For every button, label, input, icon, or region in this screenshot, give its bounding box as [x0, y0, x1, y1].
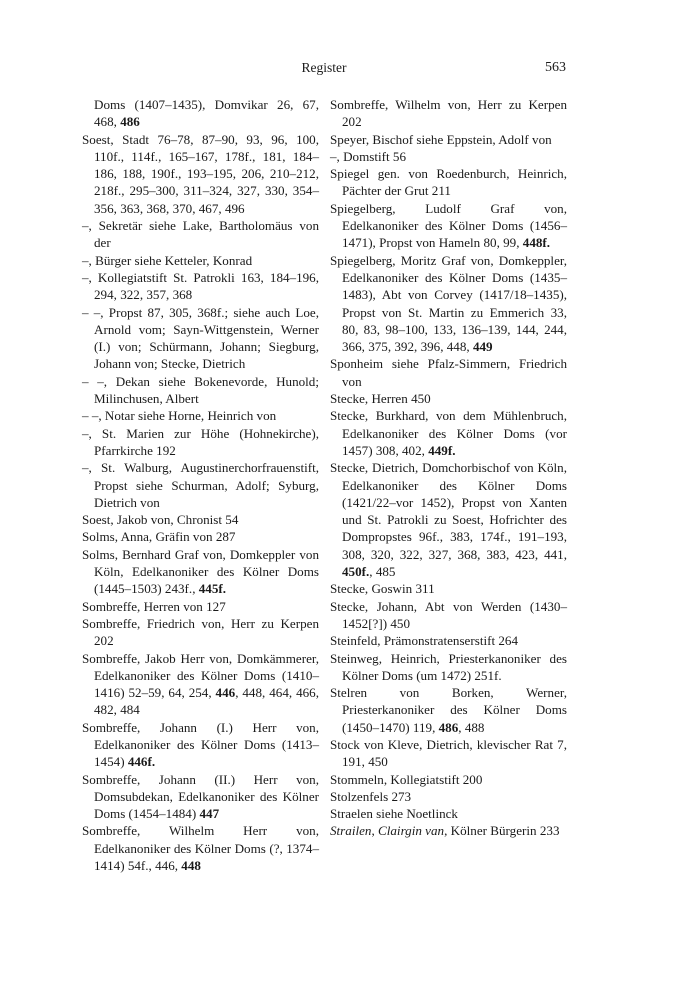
page-header	[82, 60, 566, 80]
index-entry: Stolzenfels 273	[330, 788, 412, 804]
index-entry: Stommeln, Kollegiatstift 200	[330, 771, 483, 787]
index-entry: Stelren von Borken, Werner, Priesterkanoniker des Kölner Doms (1450–1470) 119, 486, 488	[330, 685, 567, 735]
index-entry: –, St. Marien zur Höhe (Hohnekirche), Pfarrkirche 192	[82, 425, 319, 458]
index-entry: Stecke, Dietrich, Domchorbischof von Köln, Edelkanoniker des Kölner Doms (1421/22–vor 1452), Propst von Xanten und St. Patrokli zu Soest, Hofrichter des Dompropstes 96f., 383, 174f., 191–193, 308, 320, 322, 327, 368, 383, 423, 441, 450f., 485	[330, 460, 567, 580]
index-entry: Stock von Kleve, Dietrich, klevischer Rat 7, 191, 450	[330, 736, 567, 770]
index-column-left	[82, 96, 319, 874]
index-entry: Spiegel gen. von Roedenburch, Heinrich, Pächter der Grut 211	[330, 166, 567, 199]
index-entry: Sombreffe, Wilhelm von, Herr zu Kerpen 202	[330, 97, 567, 130]
page-number: 563	[545, 60, 566, 75]
index-entry: –, Bürger siehe Ketteler, Konrad	[82, 252, 253, 268]
index-entry: Steinweg, Heinrich, Priesterkanoniker des Kölner Doms (um 1472) 251f.	[330, 650, 567, 683]
index-entry: Sponheim siehe Pfalz-Simmern, Friedrich von	[330, 356, 567, 389]
index-entry: Stecke, Goswin 311	[330, 581, 435, 597]
index-entry: Sombreffe, Herren von 127	[82, 598, 226, 614]
index-entry: Solms, Bernhard Graf von, Domkeppler von Köln, Edelkanoniker des Kölner Doms (1445–1503) 243f., 445f.	[82, 546, 319, 597]
index-entry: –, Kollegiatstift St. Patrokli 163, 184–196, 294, 322, 357, 368	[82, 269, 319, 303]
index-column-right	[330, 96, 567, 840]
index-entry: Straelen siehe Noetlinck	[330, 806, 458, 822]
index-entry: Stecke, Johann, Abt von Werden (1430–1452[?]) 450	[330, 598, 567, 631]
index-entry-continuation: Doms (1407–1435), Domvikar 26, 67, 468, 486	[94, 97, 319, 130]
index-entry: Sombreffe, Johann (II.) Herr von, Domsubdekan, Edelkanoniker des Kölner Doms (1454–1484) 447	[82, 771, 319, 822]
index-entry: Soest, Jakob von, Chronist 54	[82, 512, 239, 528]
index-entry: Steinfeld, Prämonstratenserstift 264	[330, 633, 519, 649]
index-entry: Speyer, Bischof siehe Eppstein, Adolf von	[330, 131, 552, 147]
index-entry: –, St. Walburg, Augustinerchorfrauenstift, Propst siehe Schurman, Adolf; Syburg, Dietrich von	[82, 460, 319, 510]
running-title: Register	[301, 60, 347, 75]
index-entry: Strailen, Clairgin van, Kölner Bürgerin 233	[330, 823, 560, 839]
index-entry: Soest, Stadt 76–78, 87–90, 93, 96, 100, 110f., 114f., 165–167, 178f., 181, 184–186, 188, 190f., 193–195, 206, 210–212, 218f., 295–300, 311–324, 327, 330, 354–356, 363, 368, 370, 467, 496	[82, 131, 319, 216]
index-entry: – –, Dekan siehe Bokenevorde, Hunold; Milinchusen, Albert	[82, 373, 319, 407]
index-entry: Stecke, Burkhard, von dem Mühlenbruch, Edelkanoniker des Kölner Doms (vor 1457) 308, 402, 449f.	[330, 408, 567, 458]
index-entry: – –, Propst 87, 305, 368f.; siehe auch Loe, Arnold vom; Sayn-Wittgenstein, Werner (I.) von; Schürmann, Johann; Siegburg, Johann von; Stecke, Dietrich	[82, 304, 319, 372]
index-entry: – –, Notar siehe Horne, Heinrich von	[82, 408, 277, 424]
index-entry: Spiegelberg, Ludolf Graf von, Edelkanoniker des Kölner Doms (1456–1471), Propst von Hameln 80, 99, 448f.	[330, 200, 567, 251]
index-entry: Solms, Anna, Gräfin von 287	[82, 529, 236, 545]
index-entry: Spiegelberg, Moritz Graf von, Domkeppler, Edelkanoniker des Kölner Doms (1435–1483), Abt von Corvey (1417/18–1435), Propst von St. Martin zu Emmerich 33, 80, 83, 98–100, 133, 136–139, 144, 244, 366, 375, 392, 396, 448, 449	[330, 252, 567, 355]
index-entry: Sombreffe, Johann (I.) Herr von, Edelkanoniker des Kölner Doms (1413–1454) 446f.	[82, 719, 319, 770]
index-entry: –, Domstift 56	[330, 148, 407, 164]
index-entry: Sombreffe, Friedrich von, Herr zu Kerpen 202	[82, 615, 319, 649]
index-entry: –, Sekretär siehe Lake, Bartholomäus von der	[82, 218, 319, 251]
index-entry: Sombreffe, Wilhelm Herr von, Edelkanoniker des Kölner Doms (?, 1374–1414) 54f., 446, 448	[82, 823, 319, 874]
index-entry: Sombreffe, Jakob Herr von, Domkämmerer, Edelkanoniker des Kölner Doms (1410–1416) 52–59, 64, 254, 446, 448, 464, 466, 482, 484	[82, 650, 319, 718]
index-entry: Stecke, Herren 450	[330, 391, 431, 407]
